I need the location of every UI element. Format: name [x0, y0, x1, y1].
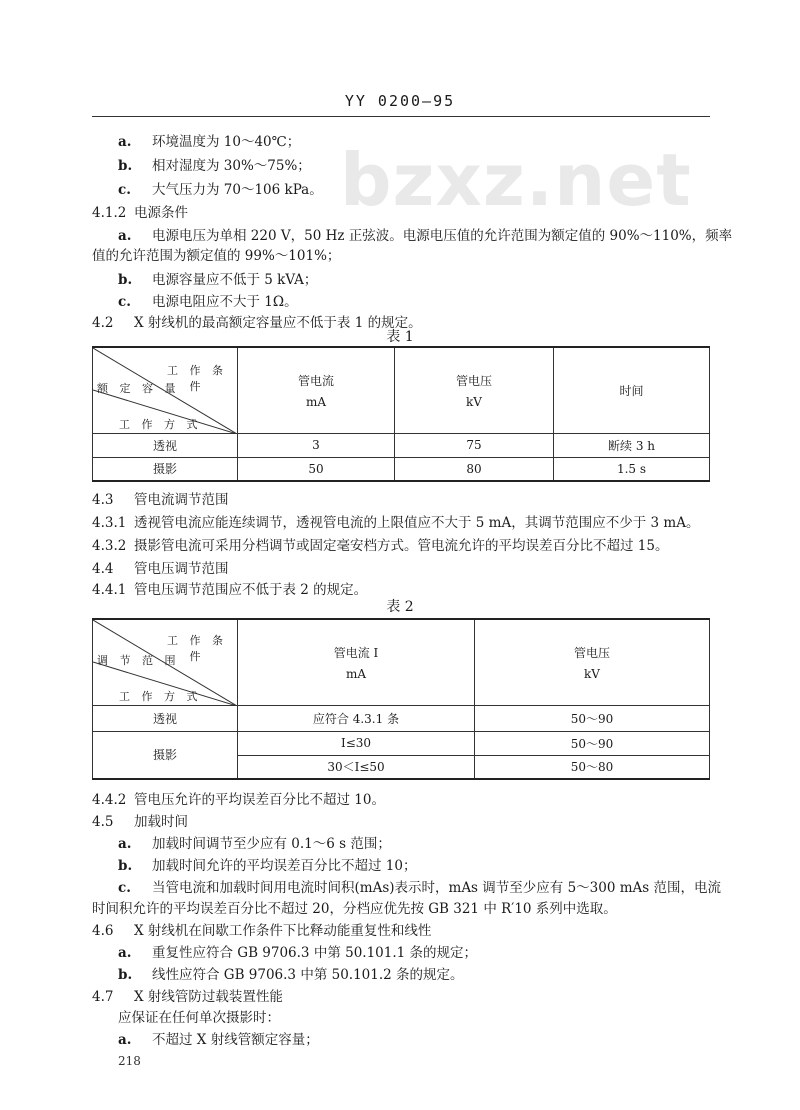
list-item-4-5-c-cont: 时间积允许的平均误差百分比不超过 20，分档应优先按 GB 321 中 R′10 系列中选取。: [92, 901, 617, 917]
watermark: bzxz.net: [340, 138, 692, 222]
table-2-caption: 表 2: [386, 599, 414, 615]
section-4-4-2: 4.4.2 管电压允许的平均误差百分比不超过 10。: [92, 792, 385, 808]
table-row: [93, 731, 710, 755]
list-item-4-5-b: b. 加载时间允许的平均误差百分比不超过 10；: [118, 858, 417, 874]
table-2-corner-bottom: 工 作 方 式: [119, 690, 202, 703]
table-1: [92, 346, 710, 482]
table-1-current: 50: [238, 457, 395, 481]
section-4-6: 4.6 X 射线机在间歇工作条件下比释动能重复性和线性: [92, 923, 432, 939]
section-4-7-intro: 应保证在任何单次摄影时：: [118, 1010, 280, 1026]
table-2-corner-mid: 调 节 范 围: [97, 654, 180, 667]
table-2-mode: 透视: [93, 705, 238, 731]
section-4-2: 4.2 X 射线机的最高额定容量应不低于表 1 的规定。: [92, 315, 422, 331]
table-1-time: 1.5 s: [554, 457, 710, 481]
table-2-current: I≤30: [238, 731, 475, 755]
table-2-header-voltage: 管电压 kV: [475, 619, 710, 705]
list-item-4-6-b: b. 线性应符合 GB 9706.3 中第 50.101.2 条的规定。: [118, 967, 464, 983]
table-1-voltage: 75: [395, 433, 554, 457]
section-4-4-heading: 4.4 管电压调节范围: [92, 561, 229, 577]
table-row: [93, 705, 710, 731]
page-number: 218: [118, 1054, 141, 1068]
list-item-4-6-a: a. 重复性应符合 GB 9706.3 中第 50.101.1 条的规定；: [118, 945, 478, 961]
list-item-4-1-1-a: a. 环境温度为 10～40℃；: [118, 134, 301, 150]
table-1-time: 断续 3 h: [554, 433, 710, 457]
table-1-current: 3: [238, 433, 395, 457]
table-1-mode: 透视: [93, 433, 238, 457]
table-1-corner-mid: 额 定 容 量: [97, 382, 180, 395]
table-2-corner-cell: [93, 619, 238, 705]
table-2-corner-top: 工 作 条 件: [167, 634, 227, 663]
table-2-voltage: 50～90: [475, 731, 710, 755]
table-1-corner-bottom: 工 作 方 式: [119, 418, 202, 431]
table-2-current: 应符合 4.3.1 条: [238, 705, 475, 731]
table-1-mode: 摄影: [93, 457, 238, 481]
table-1-corner-cell: [93, 347, 238, 433]
section-4-3-2: 4.3.2 摄影管电流可采用分档调节或固定毫安档方式。管电流允许的平均误差百分比不超过 15。: [92, 538, 669, 554]
list-item-4-1-2-a-cont: 值的允许范围为额定值的 99%～101%；: [92, 248, 341, 264]
list-item-4-1-2-b: b. 电源容量应不低于 5 kVA；: [118, 272, 318, 288]
list-item-4-1-2-a: a. 电源电压为单相 220 V，50 Hz 正弦波。电源电压值的允许范围为额定值的 90%～110%，频率: [118, 228, 733, 244]
table-1-header-voltage: 管电压 kV: [395, 347, 554, 433]
section-4-5-heading: 4.5 加载时间: [92, 814, 188, 830]
list-item-4-1-1-c: c. 大气压力为 70～106 kPa。: [118, 182, 323, 198]
table-1-voltage: 80: [395, 457, 554, 481]
table-2: [92, 618, 710, 780]
section-4-4-1: 4.4.1 管电压调节范围应不低于表 2 的规定。: [92, 582, 368, 598]
section-4-1-2-heading: 4.1.2 电源条件: [92, 205, 188, 221]
list-item-4-5-a: a. 加载时间调节至少应有 0.1～6 s 范围；: [118, 836, 391, 852]
table-row: [93, 457, 710, 481]
table-2-voltage: 50～90: [475, 705, 710, 731]
table-2-header-current: 管电流 I mA: [238, 619, 475, 705]
list-item-4-5-c: c. 当管电流和加载时间用电流时间积(mAs)表示时，mAs 调节至少应有 5～300 mAs 范围，电流: [118, 880, 721, 896]
list-item-4-7-a: a. 不超过 X 射线管额定容量；: [118, 1032, 319, 1048]
section-4-3-1: 4.3.1 透视管电流应能连续调节，透视管电流的上限值应不大于 5 mA，其调节范围应不少于 3 mA。: [92, 515, 700, 531]
table-1-header-current: 管电流 mA: [238, 347, 395, 433]
table-2-voltage: 50～80: [475, 755, 710, 779]
list-item-4-1-2-c: c. 电源电阻应不大于 1Ω。: [118, 294, 298, 310]
table-1-header-time: 时间: [554, 347, 710, 433]
table-1-corner-top: 工 作 条 件: [167, 364, 227, 393]
document-header: YY 0200—95: [344, 92, 456, 110]
section-4-7: 4.7 X 射线管防过载装置性能: [92, 989, 283, 1005]
table-1-caption: 表 1: [386, 329, 414, 345]
section-4-3-heading: 4.3 管电流调节范围: [92, 492, 229, 508]
table-2-current: 30＜I≤50: [238, 755, 475, 779]
header-rule: [92, 116, 710, 117]
table-row: [93, 433, 710, 457]
table-2-mode: 摄影: [93, 731, 238, 779]
list-item-4-1-1-b: b. 相对湿度为 30%～75%；: [118, 158, 311, 174]
